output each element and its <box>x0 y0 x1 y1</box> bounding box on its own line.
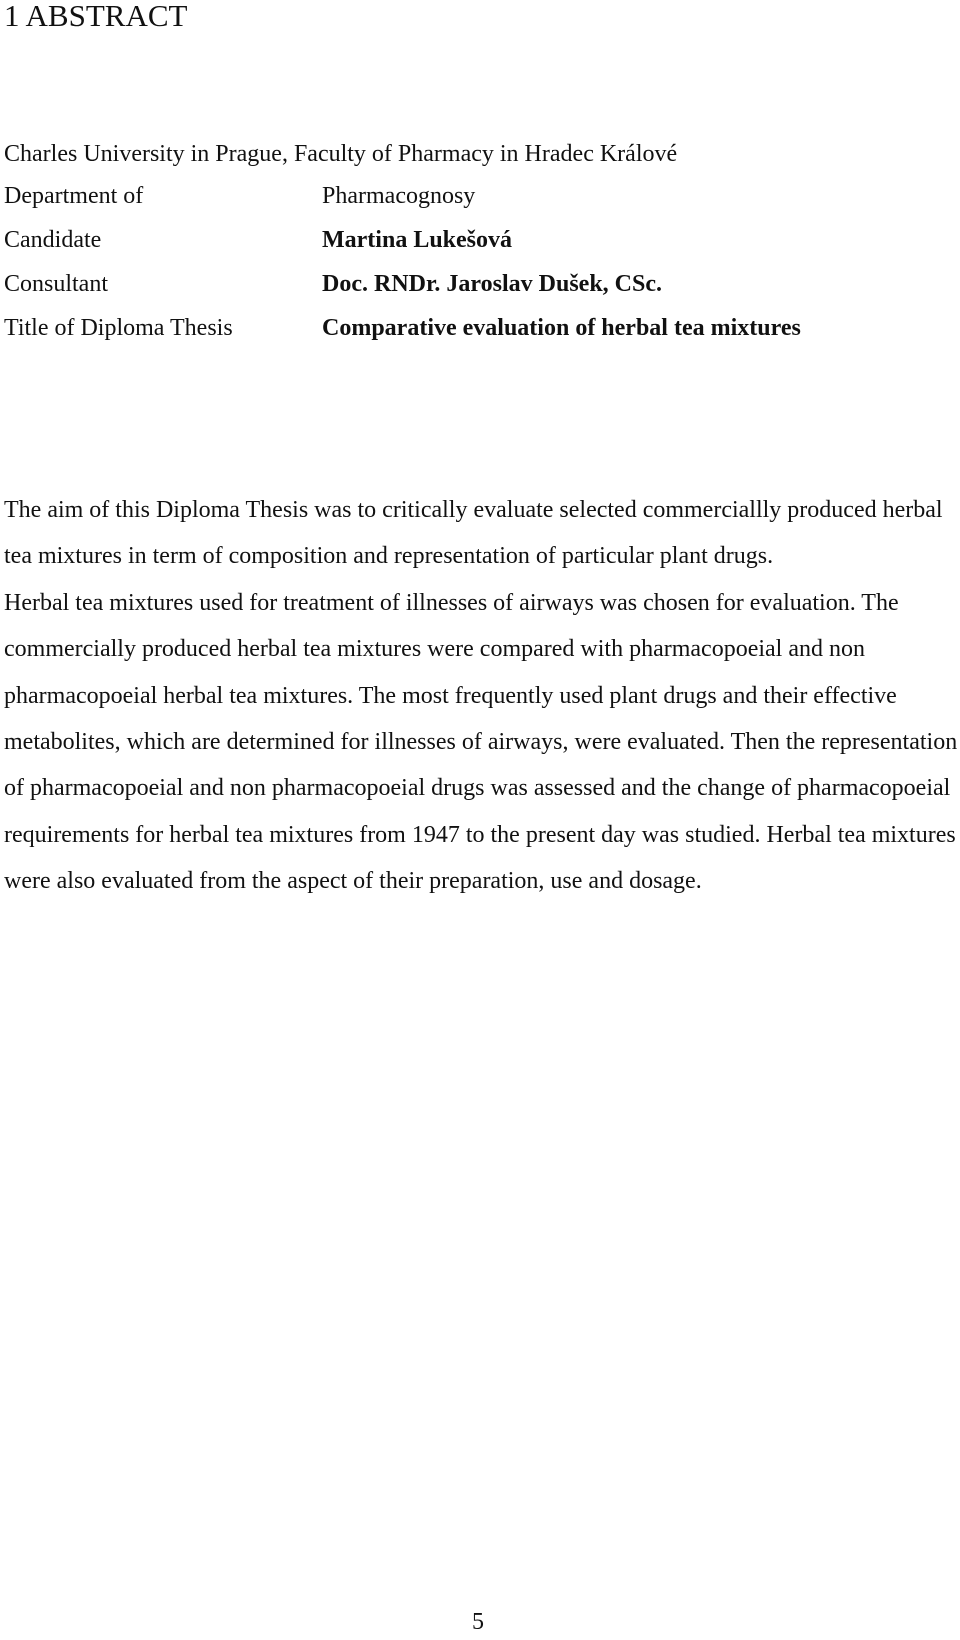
abstract-body <box>4 487 959 905</box>
page-number: 5 <box>472 1609 484 1635</box>
institution-line: Charles University in Prague, Faculty of Pharmacy in Hradec Králové <box>4 141 678 167</box>
thesis-title-value: Comparative evaluation of herbal tea mixtures <box>322 315 801 341</box>
department-label: Department of <box>4 183 144 209</box>
abstract-paragraph-2: Herbal tea mixtures used for treatment of illnesses of airways was chosen for evaluation. The commercially produced herbal tea mixtures were compared with pharmacopoeial and non pharmacopoeial herbal tea mixtures. The most frequently used plant drugs and their effective metabolites, which are determined for illnesses of airways, were evaluated. Then the representation of pharmacopoeial and non pharmacopoeial drugs was assessed and the change of pharmacopoeial requirements for herbal tea mixtures from 1947 to the present day was studied. Herbal tea mixtures were also evaluated from the aspect of their preparation, use and dosage. <box>4 589 958 895</box>
consultant-value: Doc. RNDr. Jaroslav Dušek, CSc. <box>322 271 663 297</box>
thesis-title-label: Title of Diploma Thesis <box>4 315 233 341</box>
candidate-value: Martina Lukešová <box>322 227 513 253</box>
section-heading: 1 ABSTRACT <box>4 0 188 33</box>
candidate-label: Candidate <box>4 227 102 253</box>
consultant-label: Consultant <box>4 271 109 297</box>
abstract-paragraph-1: The aim of this Diploma Thesis was to critically evaluate selected commerciallly produced herbal tea mixtures in term of composition and representation of particular plant drugs. <box>4 497 943 570</box>
department-value: Pharmacognosy <box>322 183 476 209</box>
